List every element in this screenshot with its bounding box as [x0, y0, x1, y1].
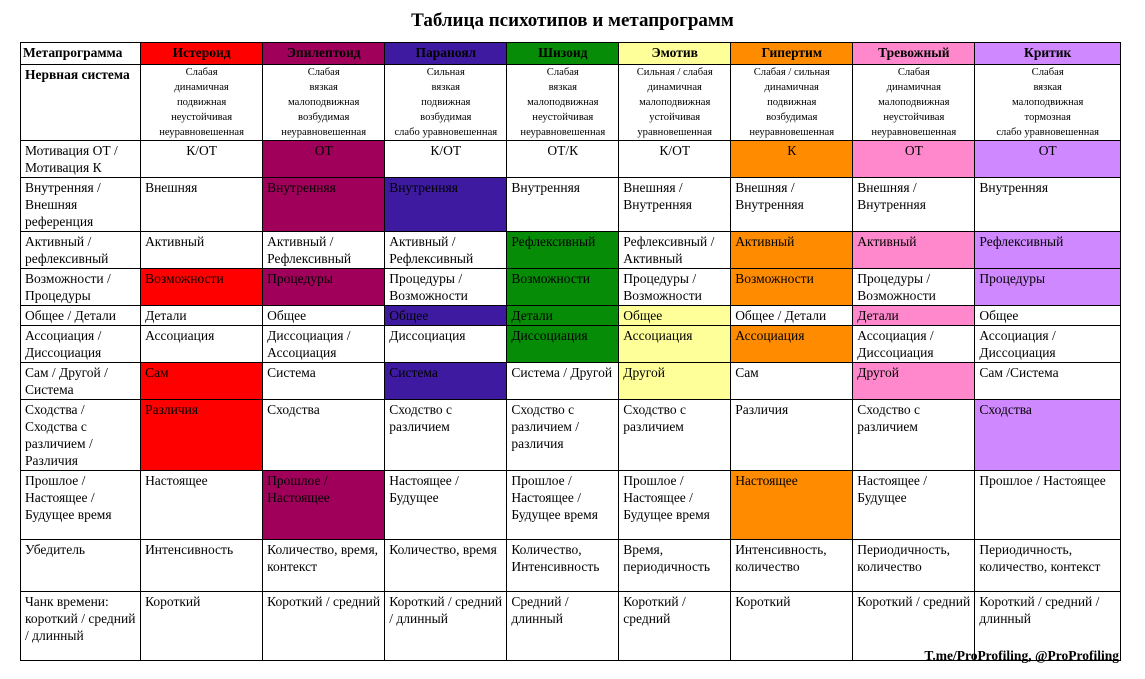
table-cell: Различия [141, 400, 263, 471]
table-cell: К/ОТ [141, 141, 263, 178]
table-cell: Диссоциация [507, 326, 619, 363]
table-cell: Рефлексивный [507, 232, 619, 269]
table-cell: Ассоциация / Диссоциация [853, 326, 975, 363]
table-cell: Процедуры [975, 269, 1121, 306]
row-label: Чанк времени: короткий / средний / длинный [21, 592, 141, 661]
table-cell: Сходства [975, 400, 1121, 471]
nervous-cell: Слабая динамичная подвижная неустойчивая неуравновешенная [141, 65, 263, 141]
table-cell: Внешняя / Внутренняя [853, 178, 975, 232]
nervous-cell: Слабая вязкая малоподвижная возбудимая неуравновешенная [263, 65, 385, 141]
table-cell: Внешняя / Внутренняя [731, 178, 853, 232]
table-cell: Диссоциация / Ассоциация [263, 326, 385, 363]
row-label: Ассоциация / Диссоциация [21, 326, 141, 363]
table-cell: Возможности [731, 269, 853, 306]
table-cell: Другой [619, 363, 731, 400]
table-cell: Короткий [731, 592, 853, 661]
table-cell: Рефлексивный [975, 232, 1121, 269]
table-cell: Прошлое / Настоящее [263, 471, 385, 540]
header-type: Шизоид [507, 43, 619, 65]
header-type: Критик [975, 43, 1121, 65]
table-cell: Короткий / средний / длинный [975, 592, 1121, 661]
table-cell: Настоящее / Будущее [385, 471, 507, 540]
nervous-cell: Слабая вязкая малоподвижная тормозная слабо уравновешенная [975, 65, 1121, 141]
table-cell: Процедуры / Возможности [853, 269, 975, 306]
header-metaprogram: Метапрограмма [21, 43, 141, 65]
table-cell: Прошлое / Настоящее / Будущее время [619, 471, 731, 540]
table-cell: Сам [141, 363, 263, 400]
table-cell: Активный / Рефлексивный [263, 232, 385, 269]
header-type: Эпилептоид [263, 43, 385, 65]
row-label: Мотивация ОТ / Мотивация К [21, 141, 141, 178]
table-cell: Внутренняя [507, 178, 619, 232]
nervous-cell: Слабая динамичная малоподвижная неустойчивая неуравновешенная [853, 65, 975, 141]
table-cell: Периодичность, количество [853, 540, 975, 592]
table-cell: Настоящее / Будущее [853, 471, 975, 540]
table-cell: Внешняя [141, 178, 263, 232]
metaprogram-row [21, 540, 1121, 592]
table-cell: Ассоциация [731, 326, 853, 363]
table-cell: К/ОТ [385, 141, 507, 178]
table-cell: Сам [731, 363, 853, 400]
table-cell: Прошлое / Настоящее / Будущее время [507, 471, 619, 540]
table-cell: Общее [385, 306, 507, 326]
nervous-cell: Сильная вязкая подвижная возбудимая слабо уравновешенная [385, 65, 507, 141]
table-cell: Ассоциация / Диссоциация [975, 326, 1121, 363]
row-label: Сам / Другой / Система [21, 363, 141, 400]
nervous-cell: Слабая вязкая малоподвижная неустойчивая неуравновешенная [507, 65, 619, 141]
table-cell: Количество, время [385, 540, 507, 592]
metaprogram-row [21, 400, 1121, 471]
metaprogram-row [21, 269, 1121, 306]
table-cell: Ассоциация [141, 326, 263, 363]
table-cell: Ассоциация [619, 326, 731, 363]
header-type: Эмотив [619, 43, 731, 65]
row-label: Активный / рефлексивный [21, 232, 141, 269]
table-cell: Активный / Рефлексивный [385, 232, 507, 269]
row-label: Возможности / Процедуры [21, 269, 141, 306]
row-label: Нервная система [21, 65, 141, 141]
table-cell: Процедуры / Возможности [385, 269, 507, 306]
table-cell: Внутренняя [975, 178, 1121, 232]
metaprogram-row [21, 178, 1121, 232]
table-cell: Активный [141, 232, 263, 269]
table-cell: Количество, Интенсивность [507, 540, 619, 592]
header-type: Тревожный [853, 43, 975, 65]
table-cell: К [731, 141, 853, 178]
table-cell: ОТ [853, 141, 975, 178]
table-cell: Сходства [263, 400, 385, 471]
metaprogram-row [21, 326, 1121, 363]
table-cell: Короткий / средний / длинный [385, 592, 507, 661]
table-cell: ОТ [975, 141, 1121, 178]
table-cell: Количество, время, контекст [263, 540, 385, 592]
table-cell: Детали [507, 306, 619, 326]
metaprogram-row [21, 363, 1121, 400]
header-type: Гипертим [731, 43, 853, 65]
row-label: Сходства / Сходства с различием / Различия [21, 400, 141, 471]
table-cell: Интенсивность, количество [731, 540, 853, 592]
metaprogram-row [21, 141, 1121, 178]
table-cell: Общее [619, 306, 731, 326]
footer-credit: T.me/ProProfiling, @ProProfiling [924, 648, 1119, 663]
table-cell: Сам /Система [975, 363, 1121, 400]
table-cell: Короткий / средний [619, 592, 731, 661]
nervous-cell: Сильная / слабая динамичная малоподвижная устойчивая уравновешенная [619, 65, 731, 141]
table-cell: Другой [853, 363, 975, 400]
header-type: Истероид [141, 43, 263, 65]
table-cell: Детали [853, 306, 975, 326]
table-cell: Сходство с различием / различия [507, 400, 619, 471]
table-cell: Короткий [141, 592, 263, 661]
page-title: Таблица психотипов и метапрограмм [411, 10, 734, 31]
nervous-cell: Слабая / сильная динамичная подвижная возбудимая неуравновешенная [731, 65, 853, 141]
table-cell: Время, периодичность [619, 540, 731, 592]
table-cell: Общее [263, 306, 385, 326]
table-cell: Различия [731, 400, 853, 471]
metaprogram-row [21, 471, 1121, 540]
table-cell: Прошлое / Настоящее [975, 471, 1121, 540]
header-type: Параноял [385, 43, 507, 65]
table-cell: Возможности [141, 269, 263, 306]
table-cell: К/ОТ [619, 141, 731, 178]
table-cell: Внешняя / Внутренняя [619, 178, 731, 232]
table-cell: Система [385, 363, 507, 400]
table-cell: Общее [975, 306, 1121, 326]
table-cell: Настоящее [731, 471, 853, 540]
table-cell: Средний / длинный [507, 592, 619, 661]
table-cell: Детали [141, 306, 263, 326]
table-cell: Процедуры / Возможности [619, 269, 731, 306]
table-cell: Короткий / средний [263, 592, 385, 661]
nervous-system-row [21, 65, 1121, 141]
table-cell: Процедуры [263, 269, 385, 306]
row-label: Убедитель [21, 540, 141, 592]
table-cell: Внутренняя [263, 178, 385, 232]
table-cell: Активный [853, 232, 975, 269]
table-cell: Общее / Детали [731, 306, 853, 326]
table-cell: Интенсивность [141, 540, 263, 592]
row-label: Общее / Детали [21, 306, 141, 326]
table-cell: Сходство с различием [619, 400, 731, 471]
metaprogram-row [21, 232, 1121, 269]
table-cell: Сходство с различием [853, 400, 975, 471]
table-cell: Настоящее [141, 471, 263, 540]
table-cell: Короткий / средний [853, 592, 975, 661]
table-cell: Система / Другой [507, 363, 619, 400]
table-cell: ОТ [263, 141, 385, 178]
header-row [21, 43, 1121, 65]
psychotype-table [20, 42, 1121, 661]
table-cell: Периодичность, количество, контекст [975, 540, 1121, 592]
table-cell: ОТ/К [507, 141, 619, 178]
table-cell: Диссоциация [385, 326, 507, 363]
table-cell: Возможности [507, 269, 619, 306]
table-cell: Внутренняя [385, 178, 507, 232]
table-cell: Активный [731, 232, 853, 269]
table-cell: Сходство с различием [385, 400, 507, 471]
table-cell: Рефлексивный / Активный [619, 232, 731, 269]
row-label: Прошлое / Настоящее / Будущее время [21, 471, 141, 540]
metaprogram-row [21, 306, 1121, 326]
table-cell: Система [263, 363, 385, 400]
row-label: Внутренняя / Внешняя референция [21, 178, 141, 232]
